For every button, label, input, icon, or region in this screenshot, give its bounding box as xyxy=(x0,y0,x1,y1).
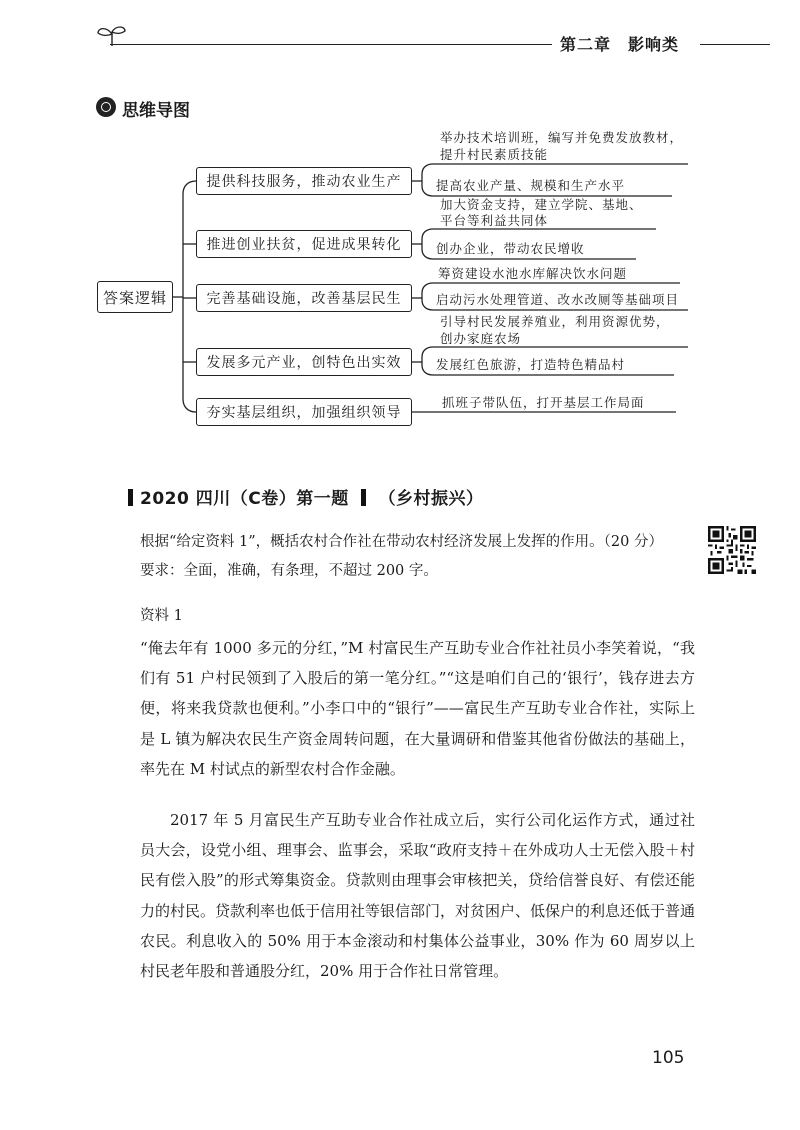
mindmap-detail: 提高农业产量、规模和生产水平 xyxy=(436,178,626,193)
heading-bar-mid xyxy=(361,489,366,506)
question-body xyxy=(140,528,700,586)
page-number: 105 xyxy=(652,1048,685,1068)
heading-bar-left xyxy=(128,489,133,506)
mindmap-branch-3: 完善基础设施，改善基层民生 xyxy=(196,284,412,312)
mindmap-branch-5: 夯实基层组织，加强组织领导 xyxy=(196,398,412,426)
mindmap-title: 思维导图 xyxy=(122,101,190,121)
mindmap-branch-1: 提供科技服务，推动农业生产 xyxy=(196,167,412,195)
mindmap-detail: 加大资金支持，建立学院、基地、 xyxy=(440,197,643,212)
question-tag: （乡村振兴） xyxy=(378,489,484,509)
question-heading xyxy=(140,484,484,509)
mindmap-detail: 创办企业，带动农民增收 xyxy=(436,241,585,256)
question-prompt: 根据“给定资料 1”，概括农村合作社在带动农村经济发展上发挥的作用。（20 分） xyxy=(140,534,663,550)
mindmap-detail: 提升村民素质技能 xyxy=(440,147,549,162)
chapter-title: 第二章 影响类 xyxy=(560,35,680,54)
qr-code-icon[interactable] xyxy=(708,526,756,574)
mindmap-detail: 引导村民发展养殖业，利用资源优势， xyxy=(440,314,670,329)
mindmap-detail: 平台等利益共同体 xyxy=(440,213,549,228)
mindmap-detail: 发展红色旅游，打造特色精品村 xyxy=(436,357,626,372)
mindmap-detail: 筹资建设水池水库解决饮水问题 xyxy=(438,266,628,281)
mindmap-branch-4: 发展多元产业，创特色出实效 xyxy=(196,348,412,376)
mindmap-detail: 抓班子带队伍，打开基层工作局面 xyxy=(442,395,645,410)
mindmap-detail: 举办技术培训班，编写并免费发放教材， xyxy=(440,130,684,145)
question-requirement: 要求：全面，准确，有条理，不超过 200 字。 xyxy=(140,563,438,579)
material-paragraph-1: “俺去年有 1000 多元的分红，”M 村富民生产互助专业合作社社员小李笑着说，“我们有 51 户村民领到了入股后的第一笔分红。”“这是咱们自己的‘银行’，钱存进去方便，将来我贷款也便利。”小李口中的“银行”——富民生产互助专业合作社，实际上是 L 镇为解决农民生产资金周转问题，在大量调研和借鉴其他省份做法的基础上，率先在 M 村试点的新型农村合作金融。 xyxy=(140,639,695,778)
mindmap-detail: 创办家庭农场 xyxy=(440,331,522,346)
material-paragraph-2: 2017 年 5 月富民生产互助专业合作社成立后，实行公司化运作方式，通过社员大会，设党小组、理事会、监事会，采取“政府支持＋在外成功人士无偿入股＋村民有偿入股”的形式筹集资金。贷款则由理事会审核把关，贷给信誉良好、有偿还能力的村民。贷款利率也低于信用社等银信部门，对贫困户、低保户的利息还低于普通农民。利息收入的 50% 用于本金滚动和村集体公益事业，30% 作为 60 周岁以上村民老年股和普通股分红，20% 用于合作社日常管理。 xyxy=(140,811,696,981)
question-title: 2020 四川（C卷）第一题 xyxy=(140,489,349,509)
mindmap-root: 答案逻辑 xyxy=(97,281,173,313)
material-label: 资料 1 xyxy=(140,608,183,624)
mindmap-branch-2: 推进创业扶贫，促进成果转化 xyxy=(196,230,412,258)
mindmap-detail: 启动污水处理管道、改水改厕等基础项目 xyxy=(436,292,680,307)
